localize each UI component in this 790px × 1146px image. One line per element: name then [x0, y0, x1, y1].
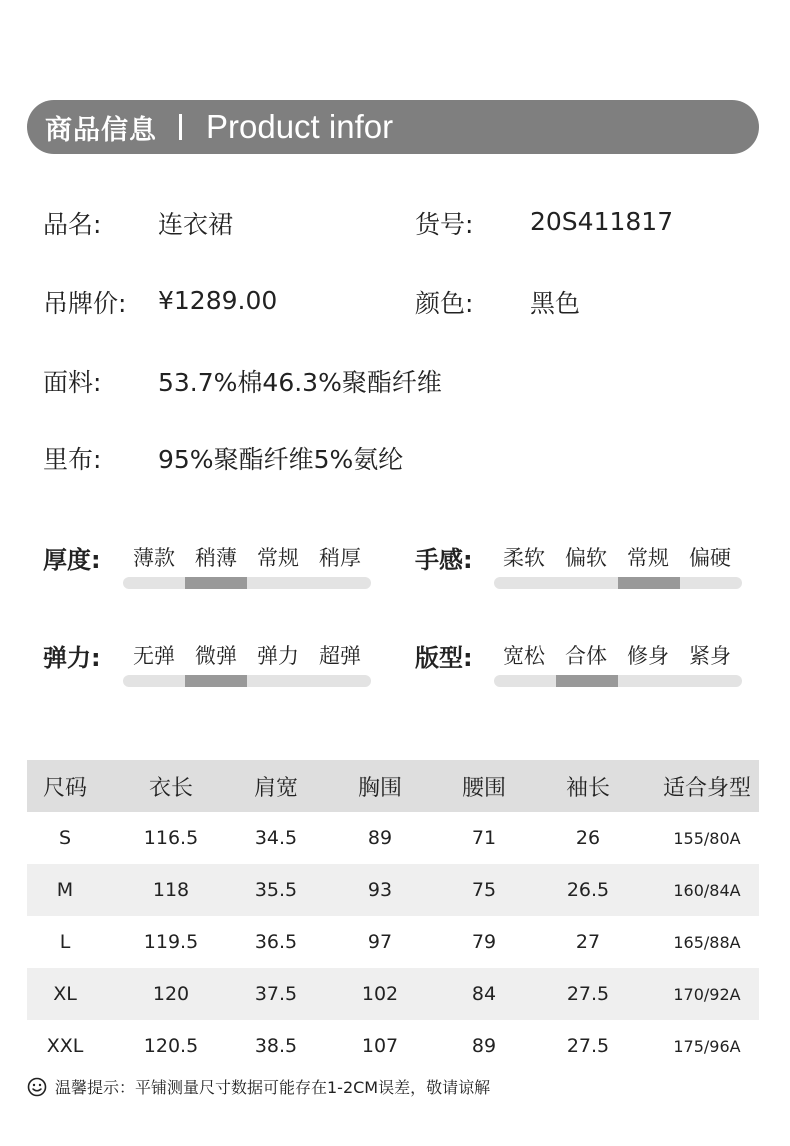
table-cell: 155/80A — [673, 828, 741, 848]
table-cell: 34.5 — [254, 827, 298, 849]
header-title-en: Product infor — [206, 108, 394, 145]
price-label: 吊牌价: — [43, 289, 127, 318]
feel-option: 柔软 — [503, 546, 545, 570]
fabric-label: 面料: — [43, 368, 102, 397]
table-cell: 26 — [575, 827, 601, 849]
name-label: 品名: — [43, 210, 102, 239]
table-cell: 165/88A — [673, 932, 741, 952]
table-cell: 27.5 — [566, 1035, 610, 1057]
header-title-cn: 商品信息 — [45, 114, 157, 146]
size-table — [27, 760, 759, 1072]
feel-option: 常规 — [627, 546, 669, 570]
table-cell: 116.5 — [143, 827, 199, 849]
column-header: 袖长 — [521, 760, 655, 812]
table-row — [27, 812, 759, 864]
table-row — [27, 968, 759, 1020]
fabric-value: 53.7%棉46.3%聚酯纤维 — [158, 368, 442, 397]
table-cell: 75 — [447, 864, 521, 916]
sku-label: 货号: — [415, 210, 474, 239]
table-cell: L — [59, 931, 71, 953]
column-header: 衣长 — [103, 760, 239, 812]
table-cell: 120 — [103, 968, 239, 1020]
color-value: 黑色 — [530, 289, 581, 318]
table-cell: 27.5 — [521, 968, 655, 1020]
table-cell: 93 — [313, 864, 447, 916]
feel-option: 偏软 — [565, 546, 607, 570]
smiley-icon — [27, 1077, 47, 1097]
size-table-header — [27, 760, 759, 812]
thickness-option: 稍薄 — [195, 546, 237, 570]
table-cell: 35.5 — [239, 864, 313, 916]
table-cell: 79 — [471, 931, 497, 953]
table-cell: XXL — [46, 1035, 84, 1057]
table-row — [27, 864, 759, 916]
table-cell: 26.5 — [521, 864, 655, 916]
measurement-tip — [27, 1075, 490, 1098]
column-header: 胸围 — [313, 760, 447, 812]
price-value: ¥1289.00 — [158, 286, 278, 315]
table-cell: 37.5 — [239, 968, 313, 1020]
thickness-track — [123, 577, 371, 589]
elasticity-option: 微弹 — [195, 644, 237, 668]
table-cell: 118 — [103, 864, 239, 916]
table-cell: 119.5 — [143, 931, 199, 953]
feel-track — [494, 577, 742, 589]
table-cell: XL — [27, 968, 103, 1020]
feel-option: 偏硬 — [689, 546, 731, 570]
elasticity-indicator — [185, 675, 247, 687]
table-cell: 84 — [447, 968, 521, 1020]
table-cell: 175/96A — [673, 1036, 741, 1056]
table-row — [27, 916, 759, 968]
table-cell: 89 — [367, 827, 393, 849]
elasticity-option: 弹力 — [257, 644, 299, 668]
table-cell: S — [58, 827, 72, 849]
elasticity-title: 弹力: — [43, 644, 101, 672]
color-label: 颜色: — [415, 289, 474, 318]
section-header — [27, 100, 759, 154]
name-value: 连衣裙 — [158, 210, 234, 239]
thickness-indicator — [185, 577, 247, 589]
column-header: 腰围 — [447, 760, 521, 812]
table-cell: 102 — [313, 968, 447, 1020]
header-divider — [179, 114, 182, 140]
table-cell: 89 — [471, 1035, 497, 1057]
fit-title: 版型: — [415, 644, 473, 672]
lining-value: 95%聚酯纤维5%氨纶 — [158, 445, 404, 474]
fit-option: 宽松 — [503, 644, 545, 668]
fit-option: 紧身 — [689, 644, 731, 668]
table-cell: 71 — [471, 827, 497, 849]
table-row — [27, 1020, 759, 1072]
feel-indicator — [618, 577, 680, 589]
sku-value: 20S411817 — [530, 207, 674, 236]
table-cell: M — [27, 864, 103, 916]
lining-label: 里布: — [43, 445, 102, 474]
table-cell: 170/92A — [655, 968, 759, 1020]
elasticity-track — [123, 675, 371, 687]
column-header: 肩宽 — [239, 760, 313, 812]
fit-option: 合体 — [565, 644, 607, 668]
column-header: 适合身型 — [655, 760, 759, 812]
fit-track — [494, 675, 742, 687]
thickness-option: 常规 — [257, 546, 299, 570]
column-header: 尺码 — [27, 760, 103, 812]
thickness-title: 厚度: — [43, 546, 101, 574]
elasticity-option: 超弹 — [319, 644, 361, 668]
table-cell: 107 — [361, 1035, 399, 1057]
table-cell: 36.5 — [254, 931, 298, 953]
fit-indicator — [556, 675, 618, 687]
table-cell: 97 — [367, 931, 393, 953]
feel-title: 手感: — [415, 546, 473, 574]
elasticity-option: 无弹 — [133, 644, 175, 668]
table-cell: 38.5 — [254, 1035, 298, 1057]
tip-text: 温馨提示：平铺测量尺寸数据可能存在1-2CM误差，敬请谅解 — [55, 1078, 491, 1097]
table-cell: 120.5 — [143, 1035, 199, 1057]
table-cell: 160/84A — [655, 864, 759, 916]
fit-option: 修身 — [627, 644, 669, 668]
table-cell: 27 — [575, 931, 601, 953]
thickness-option: 稍厚 — [319, 546, 361, 570]
thickness-option: 薄款 — [133, 546, 175, 570]
